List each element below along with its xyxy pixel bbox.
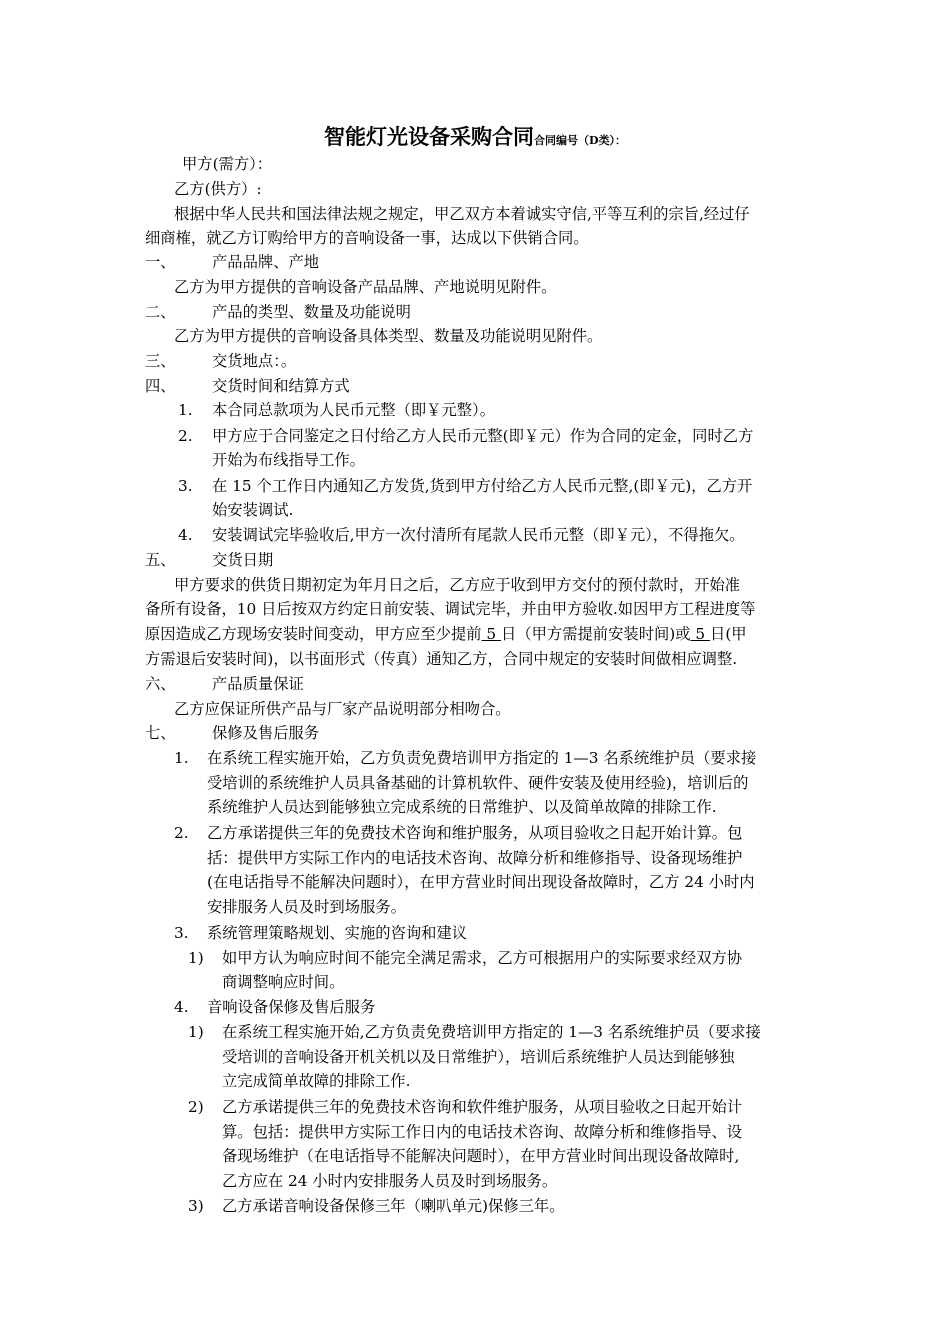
text-line: 交货时间和结算方式 bbox=[212, 377, 350, 395]
text-line: 音响设备保修及售后服务 bbox=[207, 998, 376, 1016]
text-line: 根据中华人民共和国法律法规之规定，甲乙双方本着诚实守信,平等互利的宗旨,经过仔 bbox=[174, 205, 750, 223]
text-line: 产品品牌、产地 bbox=[212, 253, 320, 271]
text-line: 1) bbox=[188, 949, 204, 967]
text-line: 4. bbox=[178, 526, 193, 544]
text-line: 始安装调试. bbox=[212, 501, 294, 519]
text-line: 交货地点：。 bbox=[212, 352, 297, 370]
text-line: 2. bbox=[178, 427, 193, 445]
contract-title bbox=[0, 122, 950, 156]
text-line: 算。包括：提供甲方实际工作日内的电话技术咨询、故障分析和维修指导、设 bbox=[222, 1123, 743, 1141]
text-line: 1. bbox=[174, 749, 189, 767]
text-line: 乙方为甲方提供的音响设备具体类型、数量及功能说明见附件。 bbox=[174, 327, 603, 345]
text-line: 括：提供甲方实际工作内的电话技术咨询、故障分析和维修指导、设备现场维护 bbox=[207, 849, 743, 867]
title-main: 智能灯光设备采购合同 bbox=[323, 124, 534, 149]
text-line: 七、 bbox=[145, 724, 176, 742]
text-line: 产品质量保证 bbox=[212, 675, 304, 693]
text-line: 2. bbox=[174, 824, 189, 842]
text-line: 保修及售后服务 bbox=[212, 724, 320, 742]
text-line: 受培训的系统维护人员具备基础的计算机软件、硬件安装及使用经验)，培训后的 bbox=[207, 774, 749, 792]
title-contract-number: 合同编号（D类）： bbox=[533, 134, 627, 147]
text-line: 系统维护人员达到能够独立完成系统的日常维护、以及简单故障的排除工作. bbox=[207, 798, 717, 816]
text-line: 受培训的音响设备开机关机以及日常维护），培训后系统维护人员达到能够独 bbox=[222, 1048, 735, 1066]
text-line: 乙方承诺音响设备保修三年（喇叭单元)保修三年。 bbox=[222, 1197, 565, 1215]
text-line: 乙方应保证所供产品与厂家产品说明部分相吻合。 bbox=[174, 700, 511, 718]
text-segment: 原因造成乙方现场安装时间变动，甲方应至少提前 bbox=[145, 625, 482, 643]
text-line: 乙方承诺提供三年的免费技术咨询和软件维护服务，从项目验收之日起开始计 bbox=[222, 1098, 743, 1116]
text-line: 备所有设备，10 日后按双方约定日前安装、调试完毕，并由甲方验收.如因甲方工程进度等 bbox=[145, 600, 756, 618]
text-line: 备现场维护（在电话指导不能解决问题时），在甲方营业时间出现设备故障时, bbox=[222, 1147, 740, 1165]
text-line: 六、 bbox=[145, 675, 176, 693]
text-line: 甲方要求的供货日期初定为年月日之后，乙方应于收到甲方交付的预付款时，开始准 bbox=[174, 576, 740, 594]
text-line: 系统管理策略规划、实施的咨询和建议 bbox=[207, 924, 468, 942]
text-line-with-blanks bbox=[145, 622, 747, 646]
text-segment: 日（甲方需提前安装时间)或 bbox=[501, 625, 691, 643]
text-line: 五、 bbox=[145, 551, 176, 569]
text-line: 乙方应在 24 小时内安排服务人员及时到场服务。 bbox=[222, 1172, 558, 1190]
text-line: 3) bbox=[188, 1197, 204, 1215]
text-line: 4. bbox=[174, 998, 189, 1016]
text-line: 本合同总款项为人民币元整（即￥元整）。 bbox=[212, 401, 495, 419]
text-line: 3. bbox=[178, 477, 193, 495]
text-line: 方需退后安装时间)，以书面形式（传真）通知乙方，合同中规定的安装时间做相应调整. bbox=[145, 650, 738, 668]
text-line: 立完成简单故障的排除工作. bbox=[222, 1072, 411, 1090]
text-line: 安排服务人员及时到场服务。 bbox=[207, 898, 406, 916]
text-line: 在系统工程实施开始,乙方负责免费培训甲方指定的 1—3 名系统维护员（要求接 bbox=[222, 1023, 761, 1041]
text-line: 乙方承诺提供三年的免费技术咨询和维护服务，从项目验收之日起开始计算。包 bbox=[207, 824, 743, 842]
text-line: 如甲方认为响应时间不能完全满足需求，乙方可根据用户的实际要求经双方协 bbox=[222, 949, 743, 967]
text-line: 安装调试完毕验收后,甲方一次付清所有尾款人民币元整（即￥元），不得拖欠。 bbox=[212, 526, 745, 544]
text-line: 甲方应于合同鉴定之日付给乙方人民币元整(即￥元）作为合同的定金，同时乙方 bbox=[212, 427, 754, 445]
text-line: 1) bbox=[188, 1023, 204, 1041]
text-line: 甲方(需方）： bbox=[182, 155, 273, 173]
text-line: 细商榷，就乙方订购给甲方的音响设备一事，达成以下供销合同。 bbox=[145, 229, 589, 247]
text-line: 产品的类型、数量及功能说明 bbox=[212, 303, 411, 321]
text-line: 乙方为甲方提供的音响设备产品品牌、产地说明见附件。 bbox=[174, 278, 557, 296]
text-line: 在 15 个工作日内通知乙方发货,货到甲方付给乙方人民币元整,(即￥元)，乙方开 bbox=[212, 477, 753, 495]
text-line: (在电话指导不能解决问题时），在甲方营业时间出现设备故障时，乙方 24 小时内 bbox=[207, 873, 755, 891]
text-line: 2) bbox=[188, 1098, 204, 1116]
text-line: 交货日期 bbox=[212, 551, 274, 569]
text-line: 二、 bbox=[145, 303, 176, 321]
text-line: 1. bbox=[178, 401, 193, 419]
text-segment: 日(甲 bbox=[710, 625, 747, 643]
filled-blank: 5 bbox=[481, 625, 502, 643]
text-line: 乙方(供方）: bbox=[174, 180, 262, 198]
text-line: 四、 bbox=[145, 377, 176, 395]
filled-blank: 5 bbox=[690, 625, 711, 643]
text-line: 三、 bbox=[145, 352, 176, 370]
text-line: 一、 bbox=[145, 253, 176, 271]
text-line: 在系统工程实施开始，乙方负责免费培训甲方指定的 1—3 名系统维护员（要求接 bbox=[207, 749, 757, 767]
text-line: 商调整响应时间。 bbox=[222, 973, 345, 991]
text-line: 开始为布线指导工作。 bbox=[212, 451, 365, 469]
text-line: 3. bbox=[174, 924, 189, 942]
